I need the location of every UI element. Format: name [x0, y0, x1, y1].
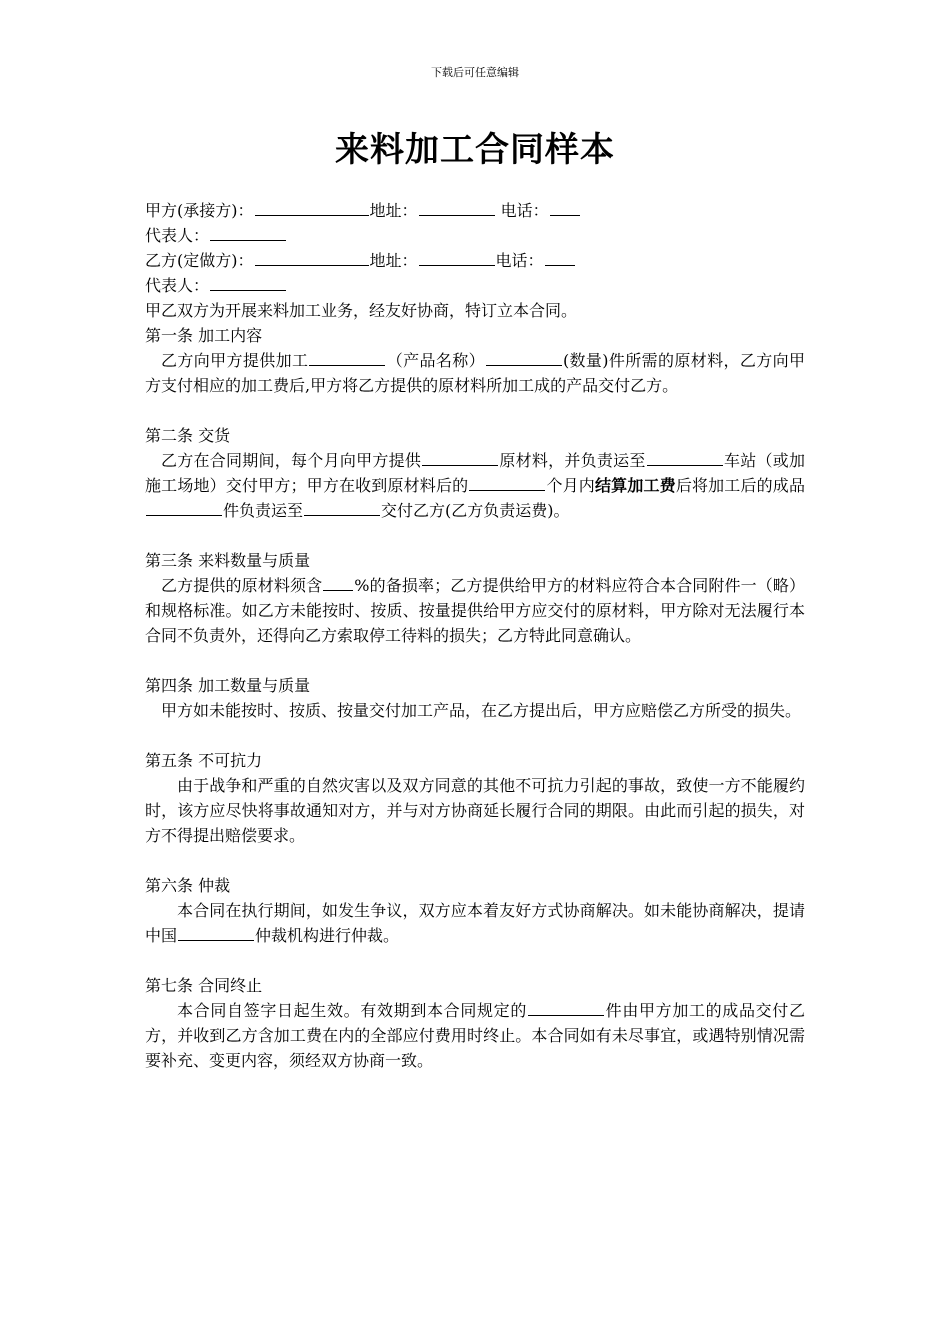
- party-b-rep-label: 代表人：: [145, 276, 210, 295]
- article-5-heading: 第五条 不可抗力: [145, 751, 263, 770]
- article-1-heading: 第一条 加工内容: [145, 326, 263, 345]
- article-2-heading: 第二条 交货: [145, 426, 231, 445]
- article-4-heading: 第四条 加工数量与质量: [145, 676, 311, 695]
- spacer: [145, 398, 805, 423]
- party-b-label: 乙方(定做方)：: [145, 251, 254, 270]
- party-a-rep-line: [145, 223, 805, 248]
- party-a-rep-blank[interactable]: [210, 223, 286, 241]
- article-2-text-3: 车站（或加施工场地）交付甲方；甲方在收到原材料后的: [145, 451, 805, 495]
- party-b-line: [145, 248, 805, 273]
- party-a-label: 甲方(承接方)：: [145, 201, 254, 220]
- article-6-text-2: 仲裁机构进行仲裁。: [255, 926, 400, 945]
- party-b-address-label: 地址：: [369, 251, 418, 270]
- party-b-rep-blank[interactable]: [210, 273, 286, 291]
- article-1-text-3: (数量)件所需的原材料，乙方向甲方支付相应的加工费后,甲方将乙方提供的原材料所加工成的产品交付乙方。: [145, 351, 805, 395]
- article-2-text-7: 件负责运至: [223, 501, 304, 520]
- party-a-line: [145, 198, 805, 223]
- months-blank[interactable]: [469, 473, 545, 491]
- quantity-blank[interactable]: [486, 348, 562, 366]
- party-a-phone-blank[interactable]: [550, 198, 580, 216]
- loss-rate-blank[interactable]: [323, 573, 353, 591]
- article-7-heading: 第七条 合同终止: [145, 976, 263, 995]
- arbitration-body-blank[interactable]: [178, 923, 254, 941]
- article-2-body: [145, 448, 805, 523]
- spacer: [145, 648, 805, 673]
- article-3-text-2: %的备损率；乙方提供给甲方的材料应符合本合同附件一（略） 和规格标准。如乙方未能按时、按质、按量提供给甲方应交付的原材料，甲方除对无法履行本合同不负责外，还得向乙方索取停工待料的损失；乙方特此同意确认。: [145, 576, 805, 645]
- party-a-address-label: 地址：: [369, 201, 418, 220]
- destination-blank[interactable]: [304, 498, 380, 516]
- party-a-rep-label: 代表人：: [145, 226, 210, 245]
- article-6-text-1: 本合同在执行期间，如发生争议，双方应本着友好方式协商解决。如未能协商解决，提请中国: [145, 901, 805, 945]
- spacer: [145, 723, 805, 748]
- article-2-text-8: 交付乙方(乙方负责运费)。: [381, 501, 570, 520]
- article-7-body: [145, 998, 805, 1073]
- article-2-text-6: 后将加工后的成品: [675, 476, 805, 495]
- spacer: [145, 848, 805, 873]
- article-5-body: 由于战争和严重的自然灾害以及双方同意的其他不可抗力引起的事故，致使一方不能履约时，该方应尽快将事故通知对方，并与对方协商延长履行合同的期限。由此而引起的损失，对方不得提出赔偿要求。: [145, 776, 805, 845]
- party-b-name-blank[interactable]: [255, 248, 369, 266]
- document-title: 来料加工合同样本: [335, 130, 615, 170]
- article-2-text-2: 原材料，并负责运至: [499, 451, 646, 470]
- article-6-heading: 第六条 仲裁: [145, 876, 231, 895]
- intro-paragraph: 甲乙双方为开展来料加工业务，经友好协商，特订立本合同。: [145, 301, 578, 320]
- material-blank[interactable]: [422, 448, 498, 466]
- spacer: [145, 523, 805, 548]
- party-a-name-blank[interactable]: [255, 198, 369, 216]
- article-3-heading: 第三条 来料数量与质量: [145, 551, 311, 570]
- article-3-text-1: 乙方提供的原材料须含: [161, 576, 323, 595]
- contract-body: [145, 198, 805, 1073]
- product-name-blank[interactable]: [309, 348, 385, 366]
- article-1-text-2: （产品名称）: [386, 351, 485, 370]
- header-note: 下载后可任意编辑: [431, 66, 519, 79]
- termination-count-blank[interactable]: [528, 998, 604, 1016]
- article-6-body: [145, 898, 805, 948]
- party-b-phone-blank[interactable]: [545, 248, 575, 266]
- article-4-body: 甲方如未能按时、按质、按量交付加工产品，在乙方提出后，甲方应赔偿乙方所受的损失。: [161, 701, 802, 720]
- party-a-phone-label: 电话：: [495, 201, 549, 220]
- article-2-text-1: 乙方在合同期间，每个月向甲方提供: [161, 451, 422, 470]
- article-7-text-1: 本合同自签字日起生效。有效期到本合同规定的: [177, 1001, 527, 1020]
- party-b-rep-line: [145, 273, 805, 298]
- station-blank[interactable]: [647, 448, 723, 466]
- party-a-address-blank[interactable]: [419, 198, 495, 216]
- settlement-bold-text: 结算加工费: [594, 476, 676, 495]
- article-1-body: [145, 348, 805, 398]
- spacer: [145, 948, 805, 973]
- article-2-text-4: 个月内: [546, 476, 595, 495]
- product-count-blank[interactable]: [146, 498, 222, 516]
- party-b-phone-label: 电话：: [495, 251, 544, 270]
- article-1-text-1: 乙方向甲方提供加工: [161, 351, 309, 370]
- party-b-address-blank[interactable]: [419, 248, 495, 266]
- article-3-body: [145, 573, 805, 648]
- article-7-text-2: 件由甲方加工的成品交付乙方，并收到乙方含加工费在内的全部应付费用时终止。本合同如有未尽事宜，或遇特别情况需要补充、变更内容，须经双方协商一致。: [145, 1001, 805, 1070]
